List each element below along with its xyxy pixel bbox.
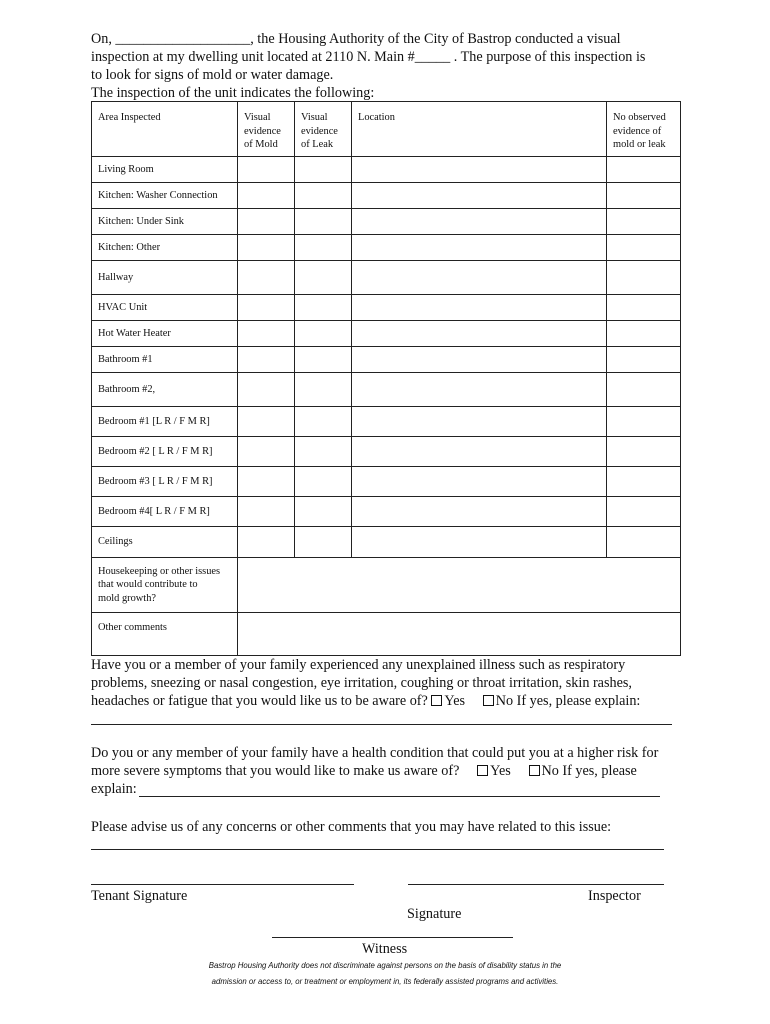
table-row (92, 497, 681, 527)
table-row (92, 437, 681, 467)
table-row (92, 467, 681, 497)
leak-cell[interactable] (295, 295, 352, 321)
question-health-condition (91, 744, 691, 798)
location-cell[interactable] (352, 373, 607, 407)
table-row (92, 527, 681, 558)
no-evidence-cell[interactable] (607, 497, 681, 527)
row-label: Kitchen: Other (92, 235, 238, 261)
table-row (92, 183, 681, 209)
no-evidence-cell[interactable] (607, 209, 681, 235)
leak-cell[interactable] (295, 497, 352, 527)
row-label: Bathroom #1 (92, 347, 238, 373)
no-evidence-cell[interactable] (607, 295, 681, 321)
header-none-line: No observed (613, 112, 666, 123)
housekeeping-line: that would contribute to (98, 579, 198, 591)
intro-line-4: The inspection of the unit indicates the following: (91, 85, 375, 101)
leak-cell[interactable] (295, 157, 352, 183)
leak-cell[interactable] (295, 373, 352, 407)
question-unexplained-illness (91, 656, 691, 710)
intro-line-3: to look for signs of mold or water damage. (91, 67, 334, 83)
location-cell[interactable] (352, 527, 607, 558)
q2-explain-line[interactable] (139, 796, 660, 797)
q2-line-2 (91, 762, 691, 780)
housekeeping-line: Housekeeping or other issues (98, 565, 221, 577)
leak-cell[interactable] (295, 321, 352, 347)
no-evidence-cell[interactable] (607, 527, 681, 558)
tenant-signature-label: Tenant Signature (91, 888, 188, 904)
footer-notice-line-1: Bastrop Housing Authority does not discriminate against persons on the basis of disability status in the (208, 961, 562, 970)
inspector-signature-label: Signature (407, 906, 462, 922)
inspector-label: Inspector (588, 888, 641, 904)
intro-paragraph (91, 30, 691, 102)
mold-cell[interactable] (238, 527, 295, 558)
location-cell[interactable] (352, 467, 607, 497)
header-mold-line: Visual (244, 112, 271, 123)
row-label: Bedroom #4[ L R / F M R] (92, 497, 238, 527)
mold-cell[interactable] (238, 209, 295, 235)
q2-yes-checkbox[interactable] (477, 765, 488, 776)
q1-question-text: headaches or fatigue that you would like us to be aware of? (91, 693, 428, 709)
header-no-observed-evidence (607, 102, 681, 157)
row-label: Ceilings (92, 527, 238, 558)
table-row (92, 235, 681, 261)
q1-yes-checkbox[interactable] (431, 695, 442, 706)
header-none-line: mold or leak (613, 139, 666, 150)
header-leak-line: evidence (301, 125, 338, 137)
table-header-row (92, 102, 681, 157)
leak-cell[interactable] (295, 347, 352, 373)
no-evidence-cell[interactable] (607, 261, 681, 295)
table-row (92, 321, 681, 347)
table-row (92, 295, 681, 321)
header-leak-line: of Leak (301, 139, 334, 150)
q1-line-1: Have you or a member of your family experienced any unexplained illness such as respiratory (91, 657, 626, 673)
table-row (92, 157, 681, 183)
housekeeping-line: mold growth? (98, 592, 157, 604)
mold-cell[interactable] (238, 295, 295, 321)
mold-cell[interactable] (238, 157, 295, 183)
no-evidence-cell[interactable] (607, 157, 681, 183)
mold-cell[interactable] (238, 467, 295, 497)
q2-line-1: Do you or any member of your family have a health condition that could put you at a higher risk for (91, 745, 659, 761)
location-cell[interactable] (352, 261, 607, 295)
no-evidence-cell[interactable] (607, 347, 681, 373)
table-row (92, 209, 681, 235)
mold-cell[interactable] (238, 347, 295, 373)
leak-cell[interactable] (295, 407, 352, 437)
q1-no-label: No If yes, please explain: (495, 693, 641, 709)
location-cell[interactable] (352, 209, 607, 235)
witness-label: Witness (362, 941, 408, 957)
no-evidence-cell[interactable] (607, 407, 681, 437)
q2-no-checkbox[interactable] (529, 765, 540, 776)
q2-line-3: explain: (91, 781, 137, 797)
row-label: HVAC Unit (92, 295, 238, 321)
intro-line-2: inspection at my dwelling unit located at 2110 N. Main #_____ . The purpose of this inspection is (91, 49, 646, 65)
header-mold-line: evidence (244, 125, 281, 137)
header-location: Location (352, 102, 607, 157)
row-label: Kitchen: Washer Connection (92, 183, 238, 209)
row-label: Bedroom #1 [L R / F M R] (92, 407, 238, 437)
location-cell[interactable] (352, 235, 607, 261)
question-concerns: Please advise us of any concerns or other comments that you may have related to this issue: (91, 819, 612, 835)
table-row (92, 347, 681, 373)
header-mold-line: of Mold (244, 139, 278, 150)
mold-cell[interactable] (238, 497, 295, 527)
mold-cell[interactable] (238, 407, 295, 437)
q2-question-text: more severe symptoms that you would like to make us aware of? (91, 763, 460, 779)
row-label: Bedroom #3 [ L R / F M R] (92, 467, 238, 497)
leak-cell[interactable] (295, 209, 352, 235)
location-cell[interactable] (352, 295, 607, 321)
mold-cell[interactable] (238, 235, 295, 261)
no-evidence-cell[interactable] (607, 467, 681, 497)
header-area-inspected: Area Inspected (92, 102, 238, 157)
location-cell[interactable] (352, 497, 607, 527)
row-label: Living Room (92, 157, 238, 183)
header-visual-evidence-leak (295, 102, 352, 157)
mold-cell[interactable] (238, 437, 295, 467)
table-row-other-comments (92, 613, 681, 656)
mold-cell[interactable] (238, 183, 295, 209)
leak-cell[interactable] (295, 261, 352, 295)
location-cell[interactable] (352, 437, 607, 467)
q1-no-checkbox[interactable] (483, 695, 494, 706)
footer-notice-line-2: admission or access to, or treatment or employment in, its federally assisted programs and activities. (211, 977, 559, 986)
leak-cell[interactable] (295, 467, 352, 497)
table-row (92, 407, 681, 437)
header-leak-line: Visual (301, 112, 328, 123)
q1-line-2: problems, sneezing or nasal congestion, eye irritation, coughing or throat irritation, skin rashes, (91, 675, 632, 691)
row-label: Hot Water Heater (92, 321, 238, 347)
header-visual-evidence-mold (238, 102, 295, 157)
table-row (92, 373, 681, 407)
mold-cell[interactable] (238, 373, 295, 407)
q2-no-label: No If yes, please (541, 763, 637, 779)
intro-line-1: On, ___________________, the Housing Authority of the City of Bastrop conducted a visual (91, 31, 621, 47)
mold-cell[interactable] (238, 321, 295, 347)
location-cell[interactable] (352, 321, 607, 347)
other-comments-answer-cell[interactable] (238, 613, 681, 656)
row-label: Kitchen: Under Sink (92, 209, 238, 235)
q1-yes-label: Yes (444, 693, 466, 709)
q3-comments-line[interactable] (91, 849, 664, 850)
header-none-line: evidence of (613, 125, 662, 137)
no-evidence-cell[interactable] (607, 183, 681, 209)
table-row (92, 261, 681, 295)
q2-yes-label: Yes (490, 763, 511, 779)
row-label: Bedroom #2 [ L R / F M R] (92, 437, 238, 467)
no-evidence-cell[interactable] (607, 437, 681, 467)
leak-cell[interactable] (295, 183, 352, 209)
row-label-housekeeping (92, 558, 238, 613)
leak-cell[interactable] (295, 235, 352, 261)
inspection-table (91, 101, 681, 656)
table-row-housekeeping (92, 558, 681, 613)
q1-explain-line[interactable] (91, 724, 672, 725)
mold-cell[interactable] (238, 261, 295, 295)
q1-line-3 (91, 692, 691, 710)
location-cell[interactable] (352, 347, 607, 373)
location-cell[interactable] (352, 407, 607, 437)
housekeeping-answer-cell[interactable] (238, 558, 681, 613)
leak-cell[interactable] (295, 437, 352, 467)
no-evidence-cell[interactable] (607, 321, 681, 347)
no-evidence-cell[interactable] (607, 373, 681, 407)
no-evidence-cell[interactable] (607, 235, 681, 261)
leak-cell[interactable] (295, 527, 352, 558)
inspector-signature-line[interactable] (408, 884, 664, 885)
location-cell[interactable] (352, 157, 607, 183)
row-label-other-comments: Other comments (92, 613, 238, 656)
witness-signature-line[interactable] (272, 937, 513, 938)
row-label: Bathroom #2, (92, 373, 238, 407)
location-cell[interactable] (352, 183, 607, 209)
row-label: Hallway (92, 261, 238, 295)
tenant-signature-line[interactable] (91, 884, 354, 885)
